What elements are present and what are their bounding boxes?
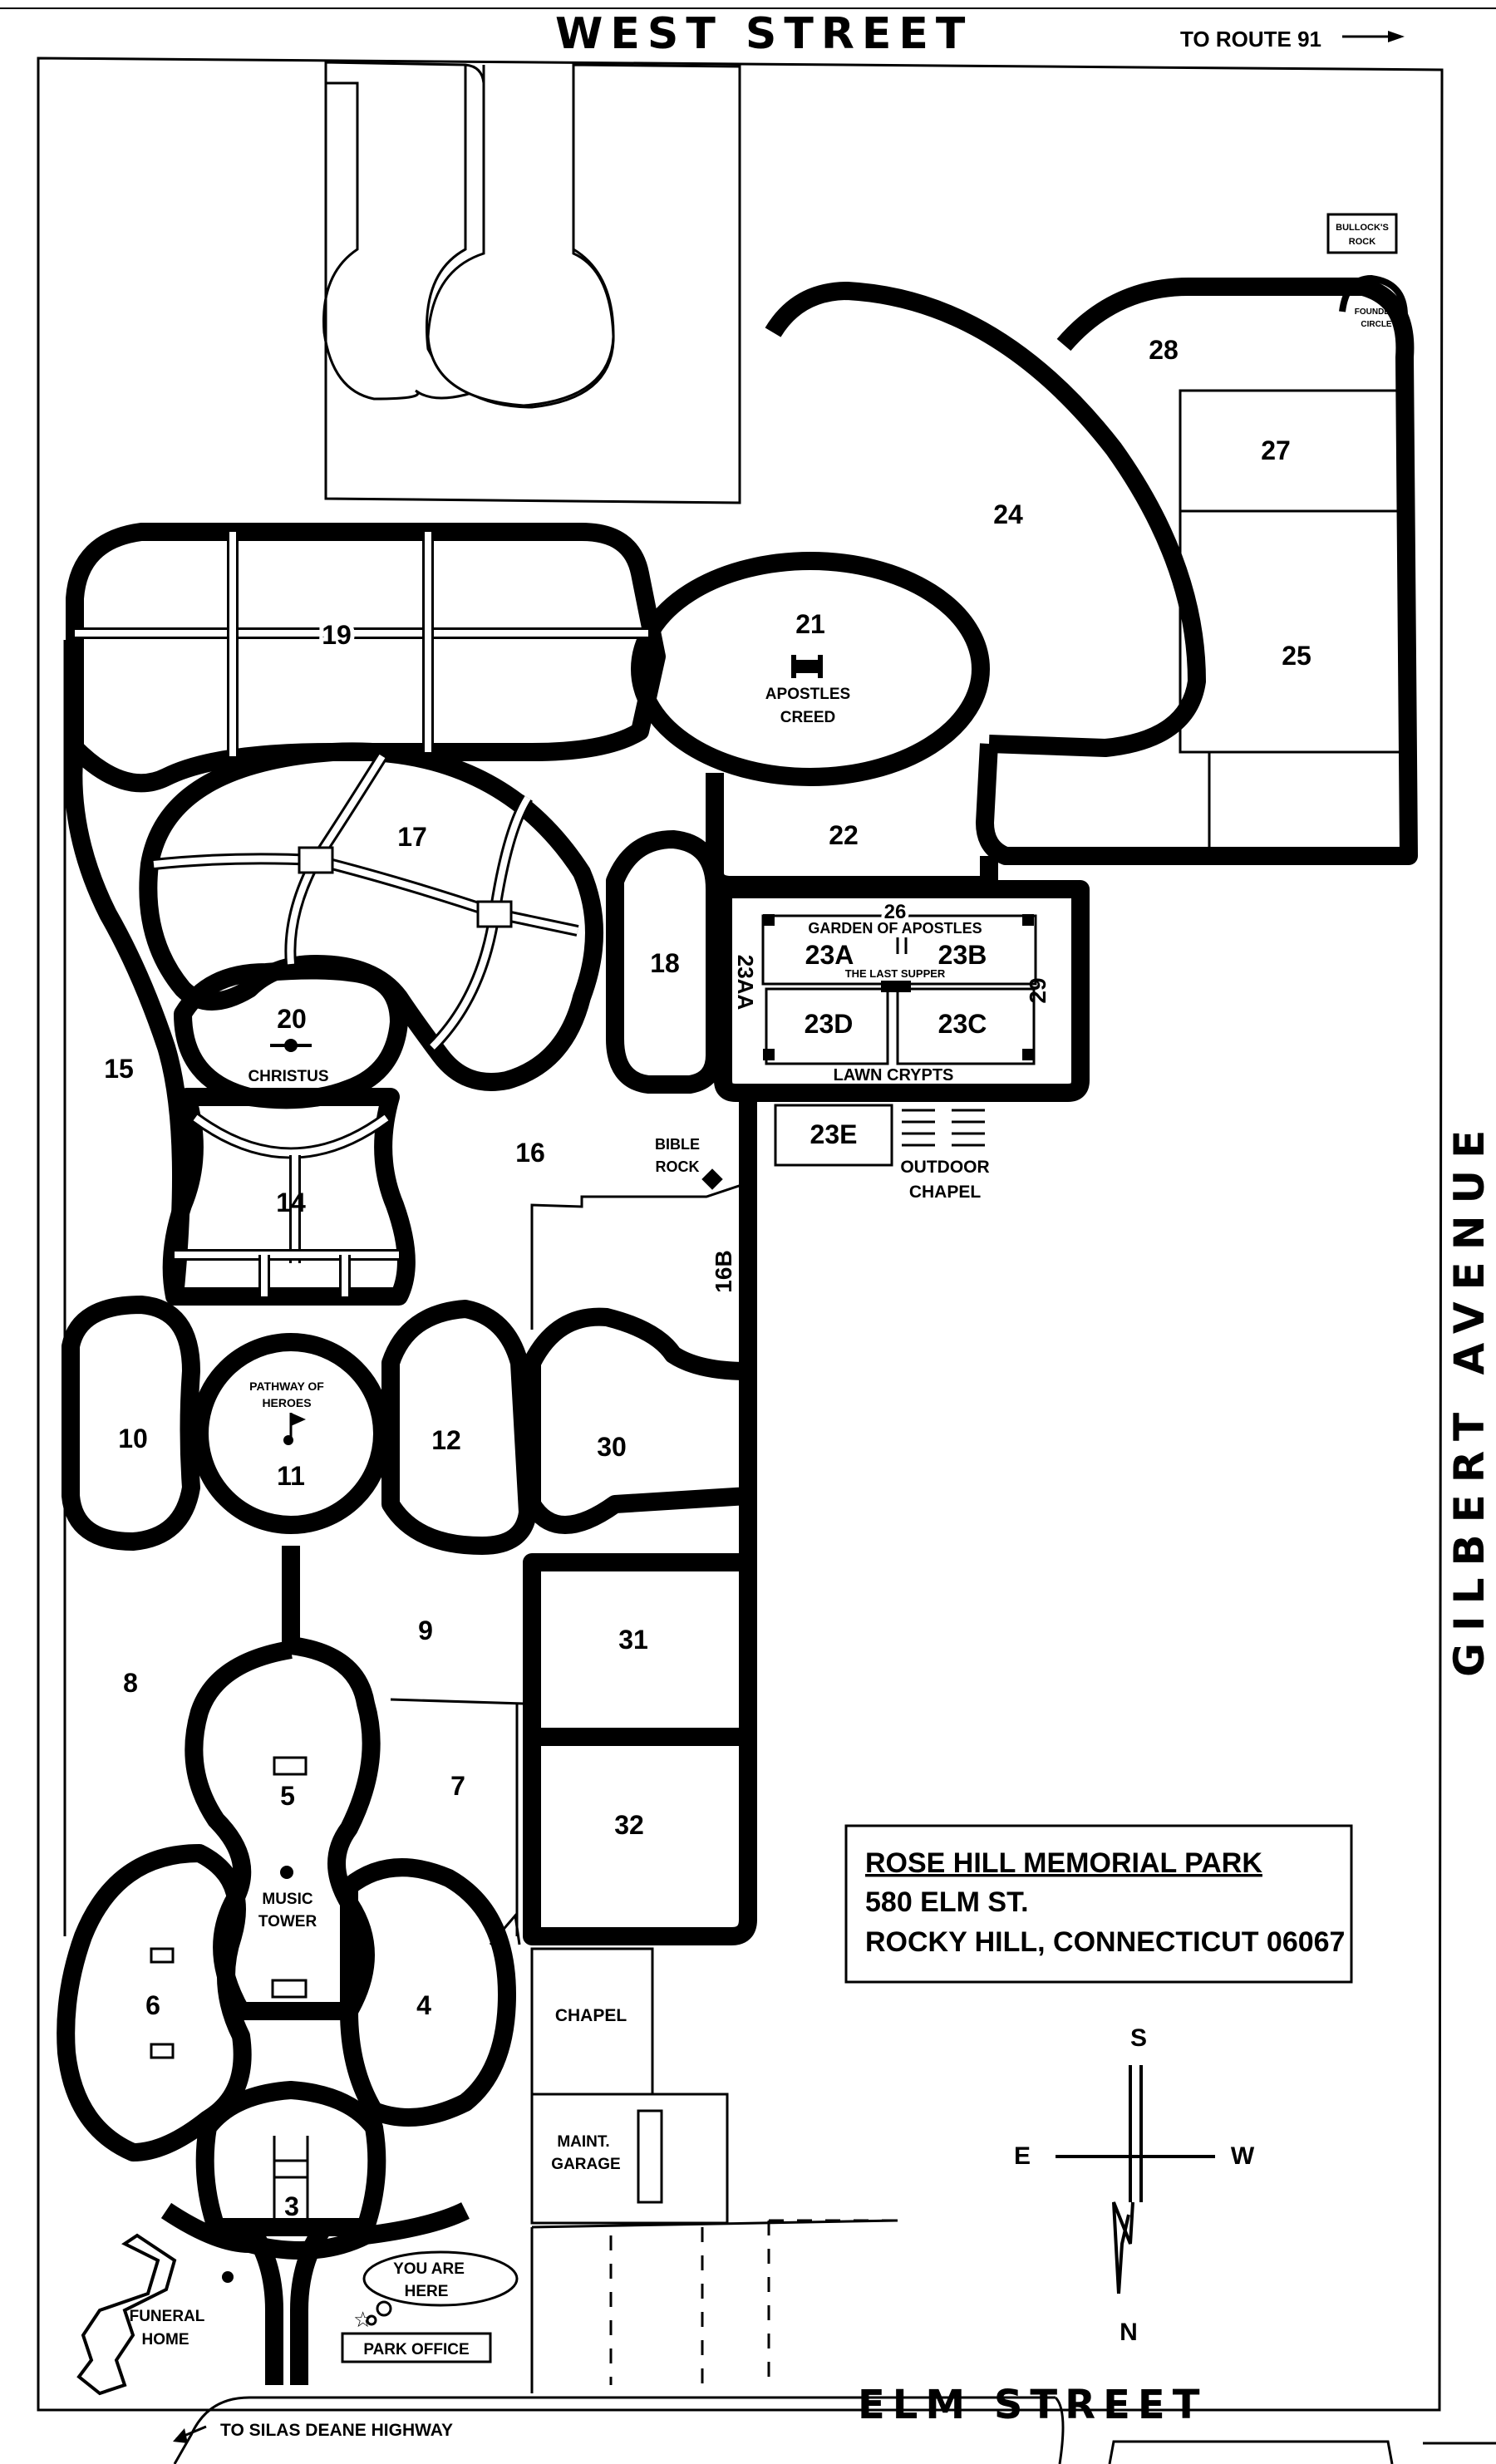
- pathway-of-heroes-1: PATHWAY OF: [249, 1380, 324, 1393]
- bible-rock-2: ROCK: [655, 1158, 700, 1175]
- bible-rock-1: BIBLE: [655, 1136, 700, 1153]
- section-28: 28: [1149, 335, 1179, 365]
- section-18: 18: [650, 948, 680, 978]
- compass-north: N: [1120, 2319, 1138, 2346]
- section-25: 25: [1282, 641, 1311, 671]
- section-23e: 23E: [810, 1119, 858, 1149]
- apostles-creed-icon: [791, 655, 823, 678]
- section-19: 19: [322, 620, 352, 650]
- outdoor-chapel-2: CHAPEL: [908, 1183, 982, 1202]
- road-section-30: [532, 1317, 748, 1525]
- lawn-crypts-label: LAWN CRYPTS: [833, 1066, 954, 1084]
- section-7-9-boundary: [391, 1699, 524, 1704]
- outdoor-chapel-1: OUTDOOR: [900, 1158, 990, 1177]
- compass-east: E: [1013, 2142, 1031, 2170]
- section-23c: 23C: [937, 1009, 987, 1039]
- funeral-home-1: FUNERAL: [129, 2308, 205, 2325]
- flag-icon: [283, 1413, 306, 1445]
- section-14: 14: [276, 1188, 306, 1217]
- section-9: 9: [418, 1616, 433, 1645]
- route-arrow-icon: [1342, 31, 1405, 42]
- apostles-creed-1: APOSTLES: [765, 686, 851, 703]
- section-8: 8: [123, 1668, 138, 1698]
- you-are-here-star: ☆: [353, 2308, 373, 2333]
- section-31: 31: [618, 1625, 648, 1655]
- section-25-27-grid: [1180, 391, 1405, 848]
- section-23d: 23D: [804, 1009, 854, 1039]
- last-supper-label: THE LAST SUPPER: [844, 967, 946, 980]
- section-16: 16: [515, 1138, 545, 1168]
- section-27: 27: [1261, 435, 1291, 465]
- compass-west: W: [1230, 2142, 1255, 2170]
- you-are-here-1: YOU ARE: [393, 2260, 465, 2278]
- section-23a: 23A: [805, 940, 854, 970]
- bullocks-rock-2: ROCK: [1348, 237, 1376, 247]
- section-32: 32: [614, 1810, 644, 1840]
- route-label: TO ROUTE 91: [1180, 27, 1322, 52]
- address-street: 580 ELM ST.: [865, 1886, 1029, 1918]
- you-are-here-2: HERE: [404, 2283, 449, 2300]
- section-5: 5: [280, 1781, 295, 1811]
- chapel-label: CHAPEL: [554, 2006, 627, 2025]
- section-4: 4: [416, 1990, 431, 2020]
- pathway-of-heroes-2: HEROES: [262, 1396, 312, 1409]
- section-22: 22: [829, 820, 859, 850]
- maint-garage-2: GARAGE: [551, 2156, 621, 2173]
- bullocks-rock-1: BULLOCK'S: [1336, 223, 1389, 233]
- section-19-paths: [75, 532, 648, 756]
- park-office-label: PARK OFFICE: [363, 2341, 470, 2358]
- section-26: 26: [883, 901, 907, 923]
- apostles-creed-2: CREED: [780, 709, 836, 726]
- section-23aa: 23AA: [733, 954, 758, 1011]
- garden-of-apostles: [763, 914, 1036, 1064]
- section-10: 10: [118, 1424, 148, 1453]
- founders-circle-1: FOUNDER'S: [1354, 307, 1404, 317]
- street-south: ELM STREET: [858, 2382, 1208, 2428]
- cul-de-sac: [428, 65, 613, 406]
- music-tower-2: TOWER: [258, 1913, 317, 1930]
- bullocks-rock-box: [1328, 214, 1396, 253]
- compass-rose: [1056, 2065, 1215, 2294]
- section-16b: 16B: [711, 1250, 736, 1293]
- section-12: 12: [431, 1425, 461, 1455]
- section-11: 11: [277, 1461, 305, 1491]
- christus-label: CHRISTUS: [248, 1068, 329, 1085]
- music-tower-1: MUSIC: [262, 1891, 313, 1908]
- section-3: 3: [284, 2191, 299, 2221]
- garage-bay: [638, 2111, 662, 2202]
- address-city: ROCKY HILL, CONNECTICUT 06067: [865, 1926, 1346, 1958]
- compass-south: S: [1129, 2024, 1148, 2052]
- address-name: ROSE HILL MEMORIAL PARK: [865, 1847, 1262, 1879]
- section-23b: 23B: [937, 940, 987, 970]
- section-21: 21: [795, 609, 825, 639]
- highway-label: TO SILAS DEANE HIGHWAY: [220, 2421, 454, 2440]
- street-east: GILBERT AVENUE: [1445, 1118, 1494, 1677]
- section-20: 20: [277, 1004, 307, 1034]
- section-29: 29: [1025, 977, 1051, 1004]
- garden-of-apostles-label: GARDEN OF APOSTLES: [808, 920, 982, 937]
- section-30: 30: [597, 1432, 627, 1462]
- section-7: 7: [450, 1771, 465, 1801]
- christus-icon: [270, 1039, 312, 1052]
- bible-rock-marker: [701, 1168, 722, 1189]
- funeral-home-2: HOME: [141, 2331, 189, 2348]
- street-north: WEST STREET: [555, 9, 973, 59]
- highway-arrow-icon: [173, 2427, 206, 2443]
- outdoor-chapel-benches: [902, 1110, 985, 1145]
- funeral-home-dot: [222, 2271, 234, 2283]
- section-15: 15: [104, 1054, 134, 1084]
- founders-circle-2: CIRCLE: [1361, 320, 1392, 329]
- section-17: 17: [397, 822, 427, 852]
- maint-garage-1: MAINT.: [557, 2133, 610, 2151]
- section-6: 6: [145, 1990, 160, 2020]
- parking-lot: [532, 2221, 898, 2393]
- section-24: 24: [993, 499, 1023, 529]
